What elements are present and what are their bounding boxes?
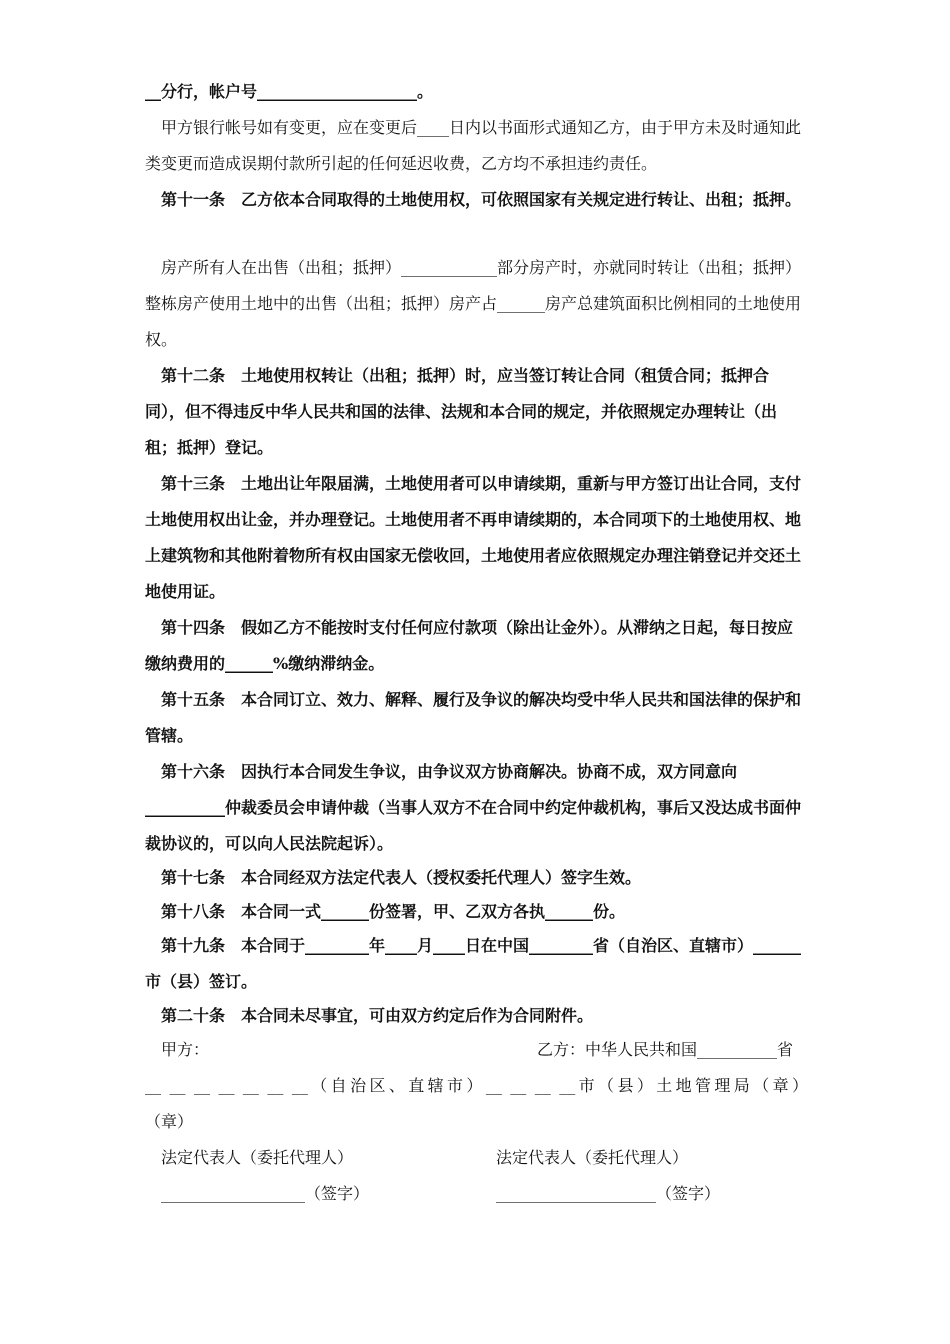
party-a-signature-line: __________________（签字） (161, 1184, 370, 1203)
article-12: 第十二条 土地使用权转让（出租；抵押）时，应当签订转让合同（租赁合同；抵押合同），但不得违反中华人民共和国的法律、法规和本合同的规定，并依照规定办理转让（出租；抵押）登记。 (145, 366, 778, 457)
party-address-line: __ __ __ __ __ __ __（自治区、直辖市）__ __ __ __市（县）土地管理局（章） (145, 1076, 808, 1095)
article-11: 第十一条 乙方依本合同取得的土地使用权，可依照国家有关规定进行转让、出租；抵押。 (161, 190, 802, 209)
article-13: 第十三条 土地出让年限届满，土地使用者可以申请续期，重新与甲方签订出让合同，支付土地使用权出让金，并办理登记。土地使用者不再申请续期的，本合同项下的土地使用权、地上建筑物和其他附着物所有权由国家无偿收回，土地使用者应依照规定办理注销登记并交还土地使用证。 (145, 474, 802, 601)
party-a-label: 甲方： (161, 1040, 210, 1059)
article-20: 第二十条 本合同未尽事宜，可由双方约定后作为合同附件。 (161, 1006, 594, 1025)
article-19: 第十九条 本合同于________年____月____日在中国________省（自治区、直辖市）______市（县）签订。 (145, 936, 802, 991)
party-b-signature-line: ____________________（签字） (496, 1184, 721, 1203)
party-b-label: 乙方：中华人民共和国__________省 (537, 1040, 794, 1059)
article-14: 第十四条 假如乙方不能按时支付任何应付款项（除出让金外）。从滞纳之日起，每日按应缴纳费用的______%缴纳滞纳金。 (145, 618, 794, 673)
bank-change-notice: 甲方银行帐号如有变更，应在变更后____日内以书面形式通知乙方，由于甲方未及时通知此类变更而造成误期付款所引起的任何延迟收费，乙方均不承担违约责任。 (145, 118, 802, 173)
article-16: 第十六条 因执行本合同发生争议，由争议双方协商解决。协商不成，双方同意向__________仲裁委员会申请仲裁（当事人双方不在合同中约定仲裁机构，事后又没达成书面仲裁协议的，可以向人民法院起诉）。 (145, 762, 802, 853)
party-a-representative: 法定代表人（委托代理人） (161, 1148, 354, 1167)
party-b-representative: 法定代表人（委托代理人） (496, 1148, 689, 1167)
bank-account-line: __分行，帐户号____________________。 (145, 82, 434, 101)
article-18: 第十八条 本合同一式______份签署，甲、乙双方各执______份。 (161, 902, 626, 921)
property-transfer-paragraph: 房产所有人在出售（出租；抵押）____________部分房产时，亦就同时转让（出租；抵押）整栋房产使用土地中的出售（出租；抵押）房产占______房产总建筑面积比例相同的土地使用权。 (145, 258, 802, 349)
party-a-seal: （章） (145, 1112, 194, 1131)
article-15: 第十五条 本合同订立、效力、解释、履行及争议的解决均受中华人民共和国法律的保护和管辖。 (145, 690, 802, 745)
article-17: 第十七条 本合同经双方法定代表人（授权委托代理人）签字生效。 (161, 868, 642, 887)
